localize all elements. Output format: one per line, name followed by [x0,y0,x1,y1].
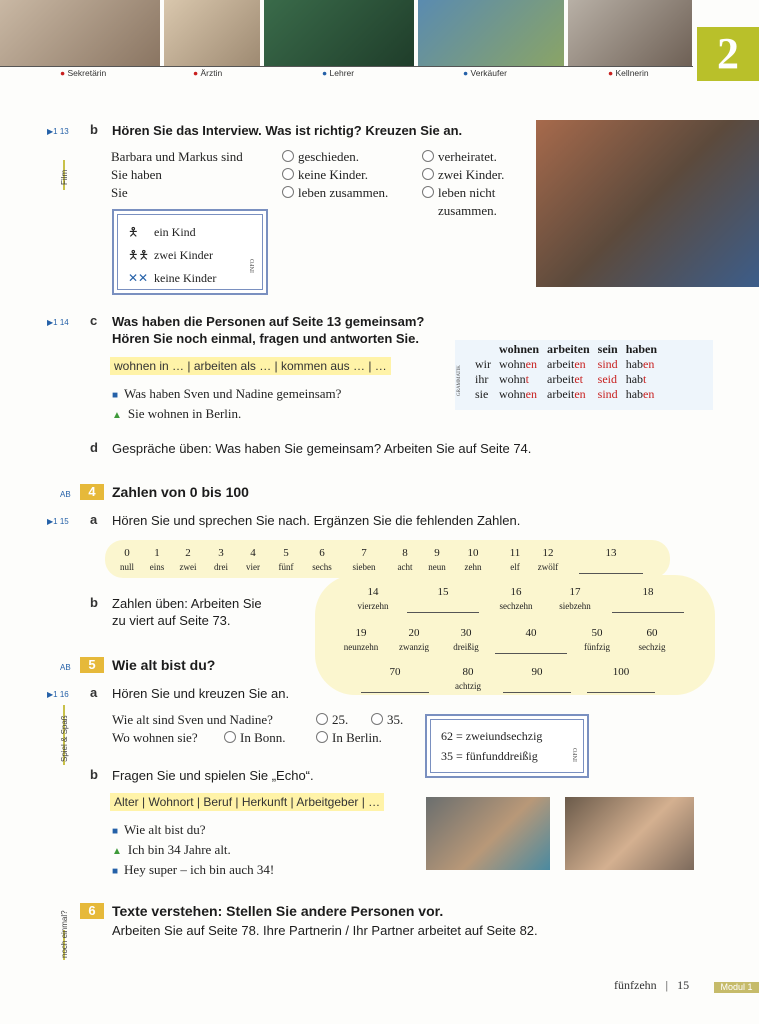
number-digit: 40 [525,627,537,639]
option-25[interactable]: 25. [316,711,348,729]
number-digit: 100 [612,666,630,678]
exercise-4-title: Zahlen von 0 bis 100 [112,484,249,500]
exercise-3b-options-1 [282,148,412,202]
exercise-4b-text: Zahlen üben: Arbeiten Sie zu viert auf Seite 73. [112,596,262,628]
number-digit: 2 [185,547,191,559]
number-word: null [119,562,134,572]
photo-interview [536,120,759,287]
number-digit: 9 [434,547,440,559]
option-leben-zusammen[interactable]: leben zusammen. [282,184,412,202]
exercise-number-6: 6 [80,903,104,919]
number-digit: 80 [462,666,474,678]
triangle-bullet-icon: ▲ [112,846,122,857]
number-word: neunzehn [343,642,379,652]
radio-button[interactable] [282,186,294,198]
number-digit: 6 [319,547,325,559]
caption-lehrer: ● Lehrer [322,68,355,78]
square-bullet-icon: ■ [112,826,119,837]
exercise-number-4: 4 [80,484,104,500]
exercise-letter-d: d [90,440,98,455]
audio-track-1-16[interactable]: ▶1 16 [47,690,69,699]
exercise-3b-heading: Hören Sie das Interview. Was ist richtig? Kreuzen Sie an. [112,123,463,138]
number-digit: 10 [467,547,479,559]
info-box-zahlen: 62 = zweiundsechzig 35 = fünfunddreißig INFO [425,714,589,778]
number-digit: 90 [531,666,543,678]
exercise-3b-prefixes: Barbara und Markus sind Sie haben Sie [111,149,243,200]
phrase-bar-3c: wohnen in … | arbeiten als … | kommen aus … | … [110,357,391,375]
crossed-persons-icon: ✕✕ [128,271,149,285]
number-digit: 13 [605,547,617,559]
exercise-6-title: Texte verstehen: Stellen Sie andere Personen vor. [112,903,444,919]
triangle-bullet-icon: ▲ [112,410,122,421]
phrase-bar-5b: Alter | Wohnort | Beruf | Herkunft | Arbeitgeber | … [110,793,384,811]
radio-button[interactable] [371,713,383,725]
radio-button[interactable] [224,731,236,743]
number-word: sechs [312,562,332,572]
number-digit: 60 [646,627,658,639]
number-digit: 1 [154,547,160,559]
number-word: eins [149,562,165,572]
option-leben-nicht-zusammen[interactable]: leben nicht zusammen. [422,184,532,220]
number-word: zwanzig [399,642,429,652]
exercise-3c-heading: Was haben die Personen auf Seite 13 gemeinsam? Hören Sie noch einmal, fragen und antworten Sie. [112,314,425,346]
radio-button[interactable] [422,186,434,198]
number-word: neun [428,562,446,572]
number-word: dreißig [453,642,479,652]
photo-nadine [565,797,694,870]
number-word: zwölf [537,562,559,572]
number-word-blank[interactable] [495,652,567,654]
option-bonn[interactable]: In Bonn. [224,729,286,747]
exercise-5a-heading: Hören Sie und kreuzen Sie an. [112,686,290,701]
number-word: sechzehn [499,601,533,611]
side-label-film: Film [60,169,69,185]
number-digit: 20 [408,627,420,639]
exercise-letter-b: b [90,122,98,137]
photo-sven [426,797,550,870]
exercise-letter-c: c [90,313,98,328]
radio-button[interactable] [282,168,294,180]
square-bullet-icon: ■ [112,866,119,877]
radio-button[interactable] [316,731,328,743]
ab-label: AB [60,663,71,672]
number-digit: 19 [355,627,367,639]
number-digit: 3 [218,547,224,559]
exercise-3b-options-2 [422,148,532,220]
number-word: fünf [278,562,294,572]
exercise-6-text: Arbeiten Sie auf Seite 78. Ihre Partnerin / Ihr Partner arbeitet auf Seite 82. [112,923,538,938]
radio-button[interactable] [316,713,328,725]
number-word: achtzig [455,681,481,691]
exercise-5a-questions: Wie alt sind Sven und Nadine? Wo wohnen sie? [112,712,273,745]
number-word-blank[interactable] [587,691,655,693]
side-label-noch-einmal: noch einmal? [60,910,69,958]
exercise-3d-heading: Gespräche üben: Was haben Sie gemeinsam? Arbeiten Sie auf Seite 74. [112,441,532,456]
caption-aerztin: ● Ärztin [193,68,223,78]
number-digit: 4 [250,547,256,559]
square-bullet-icon: ■ [112,390,119,401]
option-zwei-kinder[interactable]: zwei Kinder. [422,166,532,184]
info-box-kinder: 🯅 ein Kind 🯅🯅 zwei Kinder ✕✕ keine Kinder INFO [112,209,268,295]
radio-button[interactable] [422,150,434,162]
grammar-box: GRAMMATIK wohnen arbeiten sein haben wir wohnen arbeiten sind haben ihr wohnt arbeitet seid habt sie wohnen arbeiten sind haben [455,340,713,410]
exercise-number-5: 5 [80,657,104,673]
option-geschieden[interactable]: geschieden. [282,148,412,166]
dialogue-3c: ■ Was haben Sven und Nadine gemeinsam? ▲ Sie wohnen in Berlin. [112,386,342,421]
number-digit: 18 [642,586,654,598]
number-digit: 17 [569,586,581,598]
number-digit: 12 [542,547,554,559]
exercise-5b-heading: Fragen Sie und spielen Sie „Echo“. [112,768,314,783]
chapter-number: 2 [697,27,759,81]
number-digit: 0 [124,547,130,559]
number-word: drei [214,562,228,572]
number-digit: 5 [283,547,289,559]
option-keine-kinder[interactable]: keine Kinder. [282,166,412,184]
number-word: siebzehn [559,601,591,611]
number-word: sechzig [638,642,666,652]
exercise-5-title: Wie alt bist du? [112,657,216,673]
number-word-blank[interactable] [579,572,643,574]
side-label-spiel-spass: Spiel & Spaß [60,715,69,762]
caption-verkaeufer: ● Verkäufer [463,68,507,78]
number-digit: 50 [591,627,603,639]
radio-button[interactable] [422,168,434,180]
number-word: zwei [179,562,197,572]
person-icon: 🯅 [128,225,139,239]
number-digit: 16 [510,586,522,598]
number-word-blank[interactable] [503,691,571,693]
number-digit: 8 [402,547,408,559]
number-word: sieben [352,562,376,572]
photo-kellnerin [568,0,692,66]
photo-aerztin [164,0,260,66]
number-digit: 14 [367,586,379,598]
audio-track-1-14[interactable]: ▶1 14 [47,318,69,327]
exercise-letter-b: b [90,767,98,782]
number-digit: 15 [437,586,449,598]
exercise-4a-heading: Hören Sie und sprechen Sie nach. Ergänzen Sie die fehlenden Zahlen. [112,513,521,528]
number-word: vier [246,562,260,572]
number-digit: 70 [389,666,401,678]
option-35[interactable]: 35. [371,711,403,729]
number-word: vierzehn [357,601,389,611]
ab-label: AB [60,490,71,499]
photo-sekretaerin [0,0,160,66]
number-word-blank[interactable] [361,691,429,693]
page-footer: fünfzehn | 15 [614,978,690,992]
number-digit: 11 [509,547,521,559]
number-word-blank[interactable] [407,611,479,613]
number-word: zehn [464,562,482,572]
exercise-letter-a: a [90,512,98,527]
audio-track-1-13[interactable]: ▶1 13 [47,127,69,136]
caption-kellnerin: ● Kellnerin [608,68,649,78]
dialogue-5b: ■ Wie alt bist du? ▲ Ich bin 34 Jahre alt. ■ Hey super – ich bin auch 34! [112,822,275,877]
module-label: Modul 1 [714,982,759,993]
radio-button[interactable] [282,150,294,162]
two-persons-icon: 🯅🯅 [128,248,150,262]
exercise-letter-b: b [90,595,98,610]
photo-lehrer [264,0,414,66]
number-word: acht [397,562,413,572]
audio-track-1-15[interactable]: ▶1 15 [47,517,69,526]
number-digit: 7 [361,547,367,559]
number-word: fünfzig [584,642,610,652]
number-word-blank[interactable] [612,611,684,613]
number-word: elf [510,562,520,572]
option-verheiratet[interactable]: verheiratet. [422,148,532,166]
exercise-letter-a: a [90,685,98,700]
number-digit: 30 [460,627,472,639]
option-berlin[interactable]: In Berlin. [316,729,382,747]
photo-verkaeufer [418,0,564,66]
caption-sekretaerin: ● Sekretärin [60,68,107,78]
